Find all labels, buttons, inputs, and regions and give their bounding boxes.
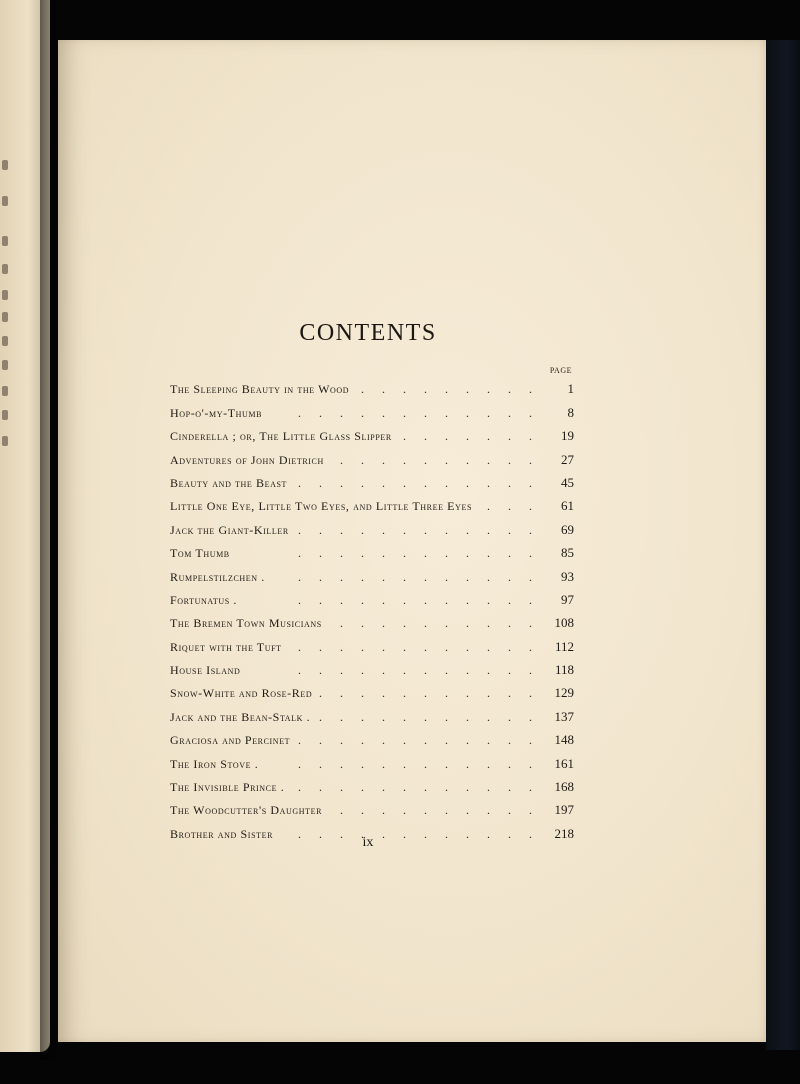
toc-entry-page-number: 112 (554, 638, 574, 654)
toc-entry-title: Rumpelstilzchen . (170, 569, 265, 584)
dot-leader (266, 406, 532, 421)
dot-leader (294, 733, 532, 748)
toc-entry-title: The Invisible Prince . (170, 780, 285, 795)
toc-entry-page-number: 85 (561, 545, 574, 561)
dot-leader (314, 710, 532, 725)
dot-leader (293, 523, 532, 538)
toc-entry (170, 631, 574, 654)
toc-entry-title: Jack and the Bean-Stalk . (170, 709, 311, 724)
dot-leader (353, 382, 532, 397)
book-cover-edge (766, 40, 800, 1050)
dot-leader (326, 616, 532, 631)
toc-entry-title: The Iron Stove . (170, 756, 259, 771)
toc-entry-title: House Island (170, 663, 241, 678)
toc-entry-title: Adventures of John Dietrich (170, 452, 324, 467)
toc-entry (170, 514, 574, 537)
toc-entry-title: Fortunatus . (170, 592, 237, 607)
toc-entry (170, 725, 574, 748)
toc-entry-page-number: 168 (554, 779, 574, 795)
toc-entry-title: Jack the Giant-Killer (170, 522, 289, 537)
toc-entry (170, 538, 574, 561)
toc-entry-page-number: 218 (554, 825, 574, 841)
toc-entry (170, 585, 574, 608)
toc-entry (170, 561, 574, 584)
dot-leader (241, 593, 532, 608)
toc-entry (170, 772, 574, 795)
contents-page (58, 40, 768, 1042)
dot-leader (328, 453, 532, 468)
toc-entry-page-number: 108 (554, 615, 574, 631)
toc-entry-title: Hop-o'-my-Thumb (170, 405, 263, 420)
toc-entry (170, 397, 574, 420)
dot-leader (262, 757, 532, 772)
toc-entry (170, 421, 574, 444)
toc-entry (170, 468, 574, 491)
toc-entry (170, 748, 574, 771)
toc-entry-title: Graciosa and Percinet (170, 733, 291, 748)
toc-entry-title: Brother and Sister (170, 826, 274, 841)
contents-heading: CONTENTS (299, 320, 437, 346)
toc-entry-page-number: 93 (561, 568, 574, 584)
toc-entry (170, 608, 574, 631)
toc-entry-page-number: 137 (554, 708, 574, 724)
toc-entry-title: Riquet with the Tuft (170, 639, 282, 654)
dot-leader (476, 499, 532, 514)
dot-leader (316, 686, 532, 701)
toc-entry (170, 374, 574, 397)
toc-entry-page-number: 69 (561, 521, 574, 537)
dot-leader (396, 429, 532, 444)
toc-entry-title: The Sleeping Beauty in the Wood (170, 382, 350, 397)
toc-entry-page-number: 61 (561, 498, 574, 514)
toc-entry (170, 655, 574, 678)
previous-page-text-marks (0, 160, 12, 460)
dot-leader (269, 570, 532, 585)
gutter-shadow (40, 0, 60, 1060)
table-of-contents (170, 374, 574, 842)
toc-entry-title: The Woodcutter's Daughter (170, 803, 323, 818)
dot-leader (288, 780, 532, 795)
toc-entry-page-number: 19 (561, 428, 574, 444)
toc-entry-page-number: 1 (567, 381, 574, 397)
toc-entry-title: Snow-White and Rose-Red (170, 686, 313, 701)
toc-entry-title: Cinderella ; or, The Little Glass Slipper (170, 429, 392, 444)
toc-entry (170, 491, 574, 514)
toc-entry (170, 444, 574, 467)
dot-leader (244, 663, 532, 678)
toc-entry-page-number: 97 (561, 591, 574, 607)
dot-leader (291, 476, 532, 491)
dot-leader (286, 640, 532, 655)
toc-entry-page-number: 148 (554, 732, 574, 748)
toc-entry-title: The Bremen Town Musicians (170, 616, 322, 631)
toc-entry-page-number: 27 (561, 451, 574, 467)
page-folio: ix (362, 835, 374, 850)
toc-entry-page-number: 45 (561, 474, 574, 490)
toc-entry-page-number: 161 (554, 755, 574, 771)
toc-entry-page-number: 118 (554, 662, 574, 678)
toc-entry (170, 795, 574, 818)
toc-entry (170, 678, 574, 701)
toc-entry-page-number: 129 (554, 685, 574, 701)
dot-leader (326, 803, 532, 818)
toc-entry (170, 701, 574, 724)
toc-entry-title: Beauty and the Beast (170, 475, 287, 490)
page-column-label: PAGE (549, 366, 572, 375)
toc-entry-title: Tom Thumb (170, 546, 230, 561)
toc-entry-page-number: 197 (554, 802, 574, 818)
dot-leader (234, 546, 532, 561)
toc-entry-title: Little One Eye, Little Two Eyes, and Little Three Eyes (170, 499, 473, 514)
toc-entry-page-number: 8 (567, 404, 574, 420)
